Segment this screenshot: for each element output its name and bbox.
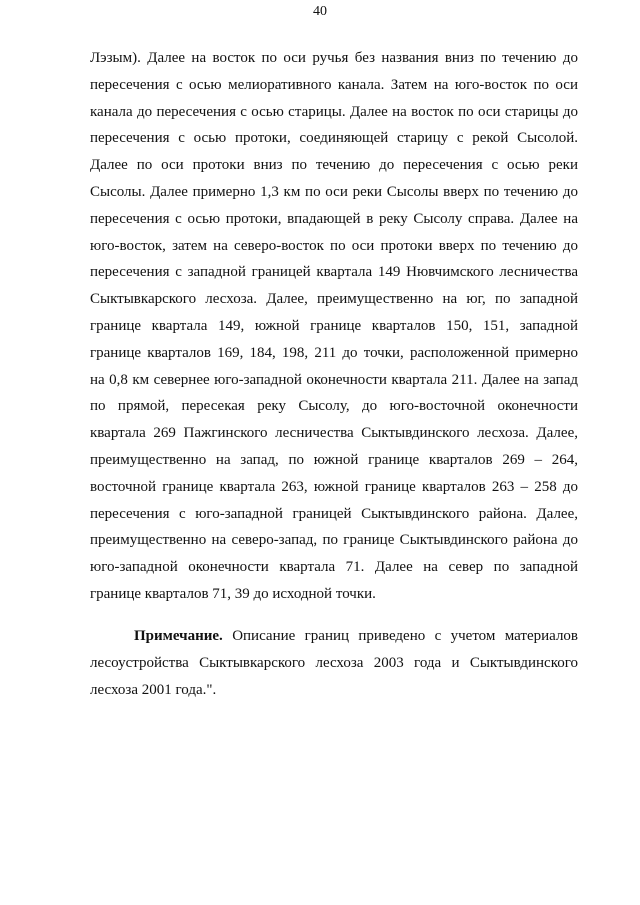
text-line: границе кварталов 169, 184, 198, 211 до точки, расположенной примерно: [90, 344, 578, 361]
note-text: Описание границ приведено с учетом материалов: [232, 628, 579, 644]
text-line: пересечения с осью протоки, впадающей в реку Сысолу справа. Далее на: [90, 210, 578, 227]
text-line: квартала 269 Пажгинского лесничества Сыктывдинского лесхоза. Далее,: [90, 425, 578, 442]
note-line: лесоустройства Сыктывкарского лесхоза 2003 года и Сыктывдинского: [90, 654, 578, 671]
text-line: восточной границе квартала 263, южной границе кварталов 263 – 258 до: [90, 478, 578, 495]
text-line: границе квартала 149, южной границе кварталов 150, 151, западной: [90, 317, 578, 334]
text-line: Лэзым). Далее на восток по оси ручья без названия вниз по течению до: [90, 50, 578, 66]
note-paragraph: [90, 623, 578, 703]
text-line: пересечения с осью протоки, соединяющей старицу с рекой Сысолой.: [90, 130, 578, 147]
note-first-line: [90, 623, 578, 650]
text-line: на 0,8 км севернее юго-западной оконечности квартала 211. Далее на запад: [90, 371, 578, 388]
note-line: лесхоза 2001 года.".: [90, 681, 217, 698]
text-line: по прямой, пересекая реку Сысолу, до юго-восточной оконечности: [90, 398, 578, 415]
text-line: пересечения с западной границей квартала 149 Нювчимского лесничества: [90, 264, 578, 281]
main-paragraph: [90, 45, 578, 608]
text-line: пересечения с юго-западной границей Сыктывдинского района. Далее,: [90, 505, 578, 522]
text-line: канала до пересечения с осью старицы. Далее на восток по оси старицы до: [90, 103, 578, 120]
text-line: Сысолы. Далее примерно 1,3 км по оси реки Сысолы вверх по течению до: [90, 183, 578, 200]
text-line: границе кварталов 71, 39 до исходной точки.: [90, 585, 376, 602]
text-line: Сыктывкарского лесхоза. Далее, преимущественно на юг, по западной: [90, 291, 578, 308]
text-line: юго-западной оконечности квартала 71. Далее на север по западной: [90, 559, 578, 576]
note-label: Примечание.: [134, 628, 223, 644]
text-line: пересечения с осью мелиоративного канала. Затем на юго-восток по оси: [90, 76, 578, 93]
text-line: преимущественно на северо-запад, по границе Сыктывдинского района до: [90, 532, 578, 549]
text-line: юго-восток, затем на северо-восток по оси протоки вверх по течению до: [90, 237, 578, 254]
page-number: 40: [313, 4, 327, 19]
text-line: преимущественно на запад, по южной границе кварталов 269 – 264,: [90, 451, 578, 468]
text-line: Далее по оси протоки вниз по течению до пересечения с осью реки: [90, 157, 578, 174]
